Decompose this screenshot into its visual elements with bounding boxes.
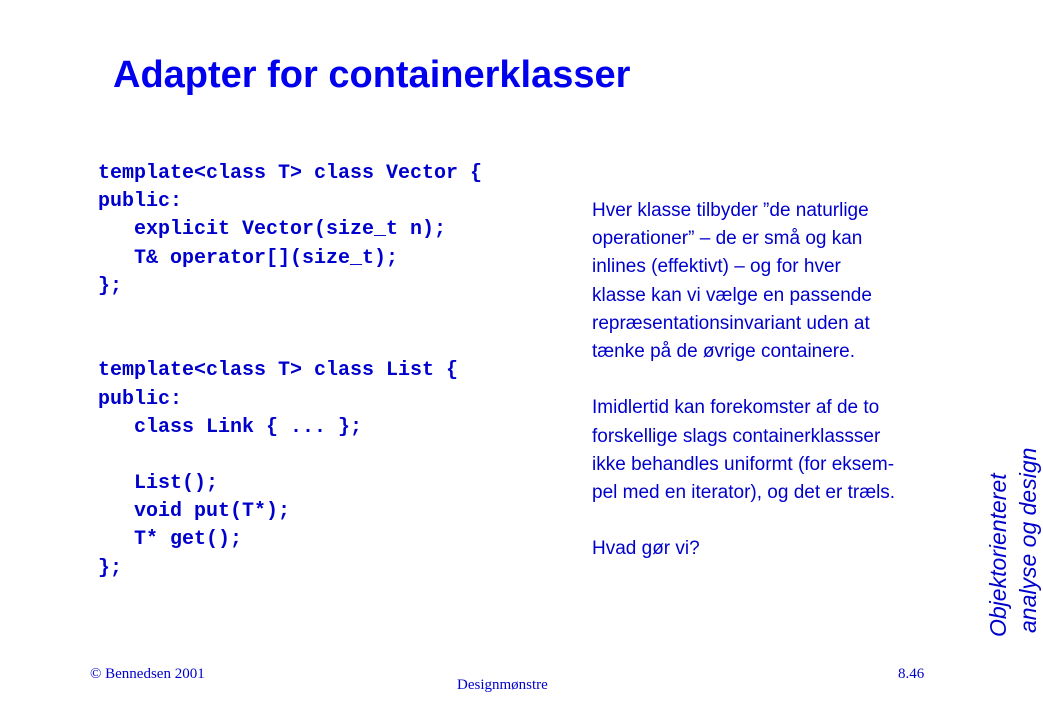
code-line: public: xyxy=(98,190,183,214)
code-line xyxy=(98,442,482,470)
code-line: T* get(); xyxy=(98,528,243,552)
footer-page-number: 8.46 xyxy=(898,666,925,682)
code-line: }; xyxy=(98,556,123,580)
paragraph-line: Hvad gør vi? xyxy=(592,538,700,560)
code-line: template<class T> class Vector { xyxy=(98,162,483,185)
explanation-text xyxy=(592,197,962,564)
paragraph-line: Hver klasse tilbyder ”de naturlige xyxy=(592,200,869,221)
paragraph-line: pel med en iterator), og det er træls. xyxy=(592,482,896,504)
course-label xyxy=(983,448,1043,637)
code-line xyxy=(98,329,482,357)
footer-topic: Designmønstre xyxy=(457,677,548,693)
code-line: }; xyxy=(98,274,123,298)
paragraph-gap xyxy=(592,366,962,394)
paragraph-line: klasse kan vi vælge en passende xyxy=(592,284,872,306)
code-line: template<class T> class List { xyxy=(98,359,459,383)
paragraph-line: repræsentationsinvariant uden at xyxy=(592,312,870,334)
paragraph-line: inlines (effektivt) – og for hver xyxy=(592,256,841,278)
footer-copyright: © Bennedsen 2001 xyxy=(90,666,205,682)
code-block xyxy=(98,160,482,583)
code-line: class Link { ... }; xyxy=(98,415,363,439)
code-line: void put(T*); xyxy=(98,500,291,524)
code-line: public: xyxy=(98,387,183,411)
paragraph-line: tænke på de øvrige containere. xyxy=(592,341,855,363)
paragraph-line: ikke behandles uniformt (for eksem- xyxy=(592,453,895,475)
course-label-line: analyse og design xyxy=(1015,447,1041,633)
code-line xyxy=(98,301,482,329)
slide-title: Adapter for containerklasser xyxy=(113,54,631,96)
paragraph-line: forskellige slags containerklassser xyxy=(592,425,881,447)
paragraph-line: Imidlertid kan forekomster af de to xyxy=(592,397,880,419)
code-line: explicit Vector(size_t n); xyxy=(98,218,447,242)
paragraph-gap xyxy=(592,507,962,535)
paragraph-line: operationer” – de er små og kan xyxy=(592,228,863,250)
code-line: List(); xyxy=(98,472,219,496)
code-line: T& operator[](size_t); xyxy=(98,246,399,270)
course-label-line: Objektorienteret xyxy=(985,473,1011,637)
